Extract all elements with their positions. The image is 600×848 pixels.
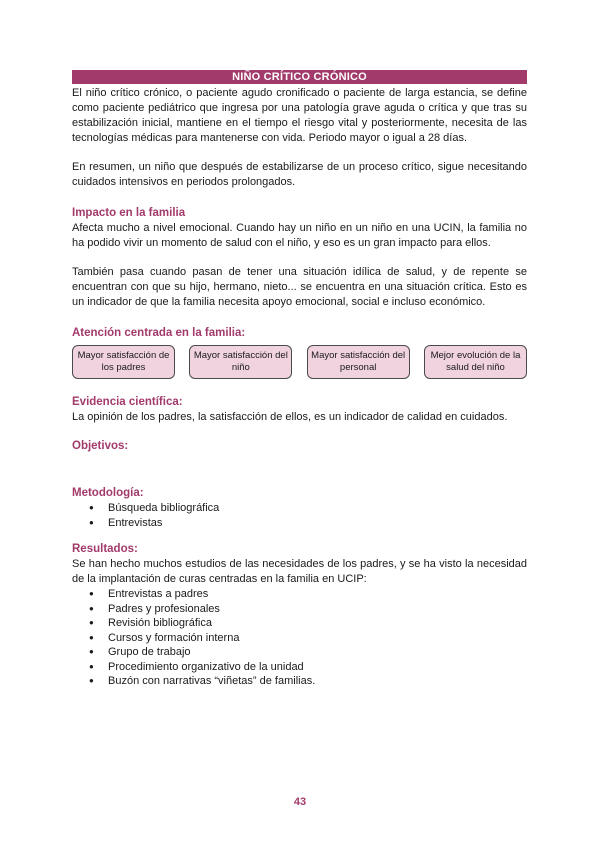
box-evolucion-salud: Mejor evolución de la salud del niño	[424, 345, 527, 379]
list-item: ● Búsqueda bibliográfica	[72, 501, 527, 516]
list-item: ● Entrevistas	[72, 516, 527, 531]
evidencia-heading: Evidencia científica:	[72, 396, 183, 408]
resultados-heading: Resultados:	[72, 543, 138, 555]
impacto-heading: Impacto en la familia	[72, 207, 186, 219]
intro-paragraph-2: En resumen, un niño que después de estabilizarse de un proceso crítico, sigue necesitando cuidados intensivos en periodos prolongados.	[72, 161, 527, 188]
page-number: 43	[293, 796, 307, 808]
box-satisfaccion-nino: Mayor satisfacción del niño	[189, 345, 292, 379]
impacto-paragraph-1: Afecta mucho a nivel emocional. Cuando hay un niño en un niño en una UCIN, la familia no ha podido vivir un momento de salud con el niño, y eso es un gran impacto para ellos.	[72, 222, 527, 249]
metodologia-list	[72, 501, 527, 530]
impacto-paragraph-2: También pasa cuando pasan de tener una situación idílica de salud, y de repente se encuentran con que su hijo, hermano, nieto... se encuentra en una situación crítica. Esto es un indicador de que la familia necesita apoyo emocional, social e incluso económico.	[72, 266, 527, 308]
list-item: ● Padres y profesionales	[72, 602, 527, 617]
list-item: ● Cursos y formación interna	[72, 631, 527, 646]
atencion-heading: Atención centrada en la familia:	[72, 327, 246, 339]
list-item: ● Entrevistas a padres	[72, 587, 527, 602]
metodologia-heading: Metodología:	[72, 487, 144, 499]
resultados-text: Se han hecho muchos estudios de las necesidades de los padres, y se ha visto la necesidad de la implantación de curas centradas en la familia en UCIP:	[72, 558, 527, 585]
list-item: ● Revisión bibliográfica	[72, 616, 527, 631]
evidencia-text: La opinión de los padres, la satisfacción de ellos, es un indicador de calidad en cuidados.	[72, 411, 508, 423]
section-title: NIÑO CRÍTICO CRÓNICO	[72, 70, 527, 84]
list-item: ● Procedimiento organizativo de la unidad	[72, 660, 527, 675]
list-item: ● Buzón con narrativas “viñetas” de familias.	[72, 674, 527, 689]
list-item: ● Grupo de trabajo	[72, 645, 527, 660]
intro-paragraph-1: El niño crítico crónico, o paciente agudo cronificado o paciente de larga estancia, se define como paciente pediátrico que ingresa por una patología grave aguda o crítica y que tras su estabilización inicial, mantiene en el tiempo el riesgo vital y posteriormente, necesita de las tecnologías médicas para mantenerse con vida. Periodo mayor o igual a 28 días.	[72, 87, 527, 144]
document-body	[72, 70, 527, 689]
resultados-list	[72, 587, 527, 689]
box-satisfaccion-personal: Mayor satisfacción del personal	[307, 345, 410, 379]
atencion-boxes	[72, 345, 527, 379]
objetivos-heading: Objetivos:	[72, 440, 129, 452]
box-satisfaccion-padres: Mayor satisfacción de los padres	[72, 345, 175, 379]
